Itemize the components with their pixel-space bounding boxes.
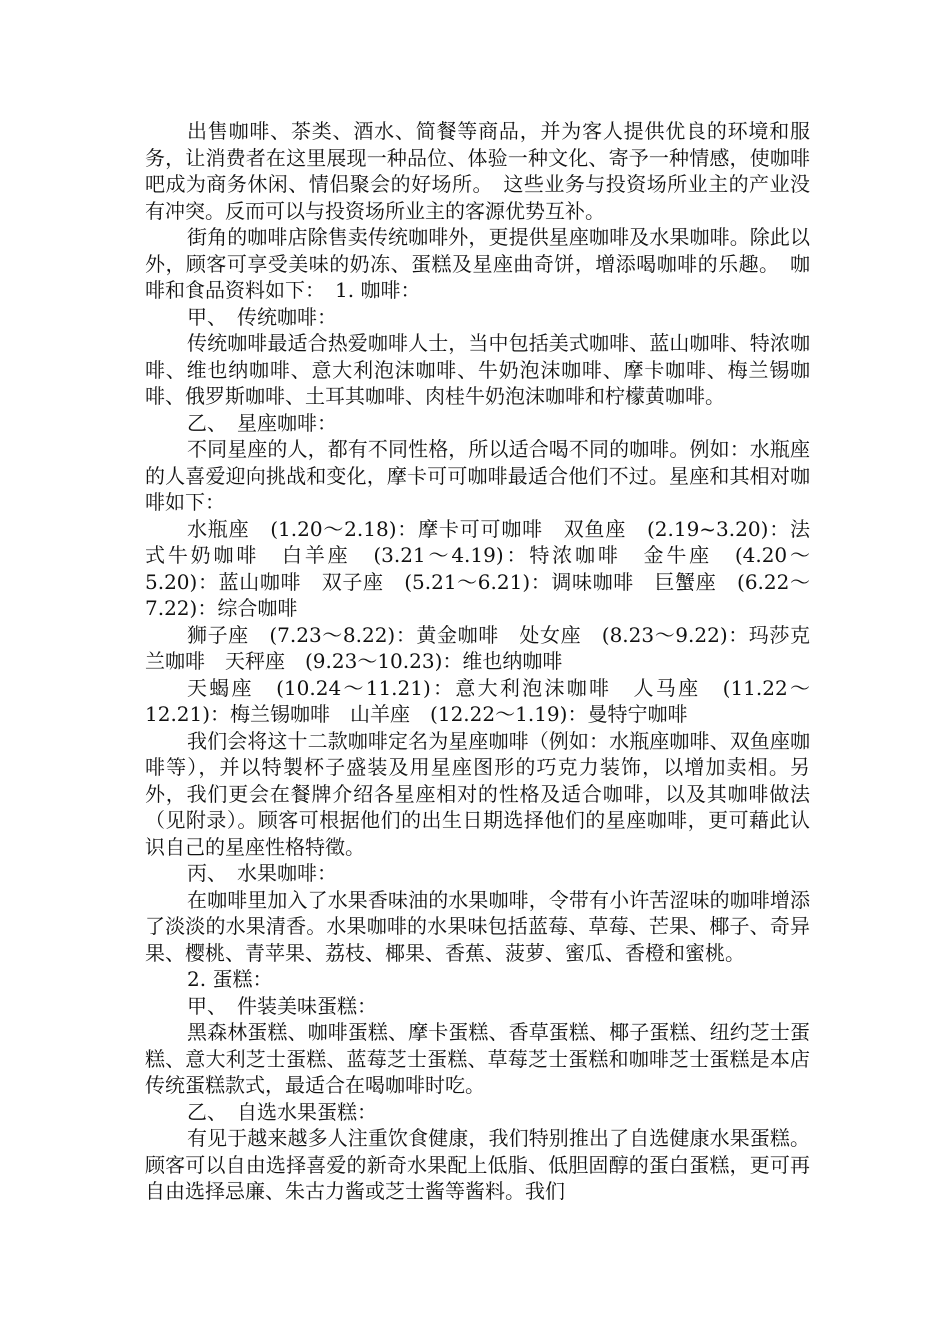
paragraph-zodiac-intro: 不同星座的人，都有不同性格，所以适合喝不同的咖啡。例如：水瓶座的人喜爱迎向挑战和变化，摩卡可可咖啡最适合他们不过。星座和其相对咖啡如下： [145, 437, 810, 514]
paragraph-zodiac-list-3: 天蝎座 (10.24～11.21)：意大利泡沫咖啡 人马座 (11.22～12.21)：梅兰锡咖啡 山羊座 (12.22～1.19)：曼特宁咖啡 [145, 675, 810, 726]
heading-traditional-coffee: 甲、 传统咖啡： [187, 304, 337, 329]
heading-zodiac-coffee: 乙、 星座咖啡： [187, 410, 337, 435]
paragraph-intro: 出售咖啡、茶类、酒水、简餐等商品，并为客人提供优良的环境和服务，让消费者在这里展现一种品位、体验一种文化、寄予一种情感，使咖啡吧成为商务休闲、情侣聚会的好场所。 这些业务与投资场所业主的产业没有冲突。反而可以与投资场所业主的客源优势互补。 [145, 119, 810, 223]
heading-cakes: 2. 蛋糕： [187, 967, 273, 991]
paragraph-zodiac-list-2: 狮子座 (7.23～8.22)：黄金咖啡 处女座 (8.23～9.22)：玛莎克兰咖啡 天秤座 (9.23～10.23)：维也纳咖啡 [145, 622, 810, 673]
paragraph-zodiac-list-1: 水瓶座 (1.20～2.18)：摩卡可可咖啡 双鱼座 (2.19~3.20)：法式牛奶咖啡 白羊座 (3.21～4.19)：特浓咖啡 金牛座 (4.20～5.20)：蓝山咖啡 双子座 (5.21～6.21)：调味咖啡 巨蟹座 (6.22～7.22)：综合咖啡 [145, 516, 810, 620]
heading-slice-cakes: 甲、 件装美味蛋糕： [187, 993, 377, 1018]
paragraph-fruit-coffee: 在咖啡里加入了水果香味油的水果咖啡，令带有小许苦涩味的咖啡增添了淡淡的水果清香。水果咖啡的水果味包括蓝莓、草莓、芒果、椰子、奇异果、樱桃、青苹果、荔枝、椰果、香蕉、菠萝、蜜瓜、香橙和蜜桃。 [145, 887, 810, 965]
paragraph-traditional-coffee: 传统咖啡最适合热爱咖啡人士，当中包括美式咖啡、蓝山咖啡、特浓咖啡、维也纳咖啡、意大利泡沫咖啡、牛奶泡沫咖啡、摩卡咖啡、梅兰锡咖啡、俄罗斯咖啡、土耳其咖啡、肉桂牛奶泡沫咖啡和柠檬黄咖啡。 [145, 331, 810, 408]
paragraph-zodiac-naming: 我们会将这十二款咖啡定名为星座咖啡（例如：水瓶座咖啡、双鱼座咖啡等），并以特製杯子盛装及用星座图形的巧克力装饰，以增加卖相。另外，我们更会在餐牌介绍各星座相对的性格及适合咖啡，以及其咖啡做法（见附录）。顾客可根据他们的出生日期选择他们的星座咖啡，更可藉此认识自己的星座性格特徵。 [145, 728, 810, 859]
heading-fruit-coffee: 丙、 水果咖啡： [187, 861, 337, 885]
document-page [145, 118, 810, 1205]
paragraph-slice-cakes: 黑森林蛋糕、咖啡蛋糕、摩卡蛋糕、香草蛋糕、椰子蛋糕、纽约芝士蛋糕、意大利芝士蛋糕、蓝莓芝士蛋糕、草莓芝士蛋糕和咖啡芝士蛋糕是本店传统蛋糕款式，最适合在喝咖啡时吃。 [145, 1020, 810, 1097]
paragraph-shop-overview: 街角的咖啡店除售卖传统咖啡外，更提供星座咖啡及水果咖啡。除此以外，顾客可享受美味的奶冻、蛋糕及星座曲奇饼，增添喝咖啡的乐趣。 咖啡和食品资料如下： 1. 咖啡： [145, 225, 810, 302]
paragraph-fruit-cakes: 有见于越来越多人注重饮食健康，我们特别推出了自选健康水果蛋糕。顾客可以自由选择喜爱的新奇水果配上低脂、低胆固醇的蛋白蛋糕，更可再自由选择忌廉、朱古力酱或芝士酱等酱料。我们 [145, 1126, 810, 1203]
heading-fruit-cakes: 乙、 自选水果蛋糕： [187, 1099, 377, 1124]
